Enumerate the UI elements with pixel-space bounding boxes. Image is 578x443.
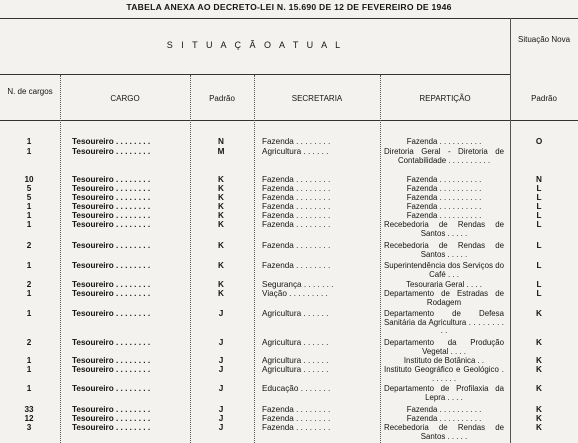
row-secretaria: Agricultura . . . . . . bbox=[262, 356, 329, 365]
header-situacao-atual: S I T U A Ç Ã O A T U A L bbox=[166, 40, 344, 50]
row-reparticao: Fazenda . . . . . . . . . . bbox=[406, 137, 482, 146]
row-reparticao: Departamento de Defesa Sanitária da Agricultura . . . . . . . . . . bbox=[384, 309, 504, 336]
header-reparticao: REPARTIÇÃO bbox=[419, 94, 471, 103]
row-padrao-novo: L bbox=[536, 184, 542, 193]
row-padrao: K bbox=[218, 193, 224, 202]
column-separator bbox=[190, 75, 191, 443]
row-count: 1 bbox=[26, 384, 32, 393]
row-padrao-novo: K bbox=[536, 338, 542, 347]
row-reparticao: Departamento de Profilaxia da Lepra . . . . bbox=[384, 384, 504, 402]
row-cargo: Tesoureiro . . . . . . . . bbox=[72, 423, 151, 432]
row-padrao-novo: K bbox=[536, 423, 542, 432]
row-secretaria: Fazenda . . . . . . . . bbox=[262, 184, 331, 193]
row-cargo: Tesoureiro . . . . . . . . bbox=[72, 309, 151, 318]
row-padrao: J bbox=[218, 414, 224, 423]
header-n-cargos: N. de cargos bbox=[7, 87, 53, 96]
row-secretaria: Fazenda . . . . . . . . bbox=[262, 137, 331, 146]
row-reparticao: Instituto Geográfico e Geológico . . . . . . . bbox=[384, 365, 504, 383]
row-cargo: Tesoureiro . . . . . . . . bbox=[72, 405, 151, 414]
row-padrao-novo: K bbox=[536, 414, 542, 423]
row-padrao: K bbox=[218, 220, 224, 229]
row-padrao-novo: L bbox=[536, 202, 542, 211]
row-padrao: J bbox=[218, 365, 224, 374]
row-count: 1 bbox=[26, 309, 32, 318]
row-count: 1 bbox=[26, 137, 32, 146]
column-separator bbox=[510, 18, 511, 443]
row-reparticao: Fazenda . . . . . . . . . . bbox=[406, 414, 482, 423]
row-cargo: Tesoureiro . . . . . . . . bbox=[72, 384, 151, 393]
row-reparticao: Fazenda . . . . . . . . . . bbox=[406, 175, 482, 184]
row-count: 12 bbox=[24, 414, 34, 423]
row-padrao-novo: K bbox=[536, 405, 542, 414]
row-secretaria: Fazenda . . . . . . . . bbox=[262, 241, 331, 250]
row-secretaria: Segurança . . . . . . . bbox=[262, 280, 334, 289]
header-padrao-novo: Padrão bbox=[531, 94, 557, 103]
row-count: 2 bbox=[26, 280, 32, 289]
row-padrao: J bbox=[218, 423, 224, 432]
row-reparticao: Fazenda . . . . . . . . . . bbox=[406, 211, 482, 220]
row-cargo: Tesoureiro . . . . . . . . bbox=[72, 220, 151, 229]
row-cargo: Tesoureiro . . . . . . . . bbox=[72, 193, 151, 202]
row-reparticao: Fazenda . . . . . . . . . . bbox=[406, 202, 482, 211]
header-padrao: Padrão bbox=[209, 94, 235, 103]
row-padrao-novo: L bbox=[536, 241, 542, 250]
row-padrao-novo: L bbox=[536, 220, 542, 229]
row-padrao: J bbox=[218, 405, 224, 414]
row-padrao: K bbox=[218, 184, 224, 193]
row-padrao-novo: L bbox=[536, 280, 542, 289]
row-secretaria: Fazenda . . . . . . . . bbox=[262, 261, 331, 270]
row-padrao: K bbox=[218, 241, 224, 250]
row-cargo: Tesoureiro . . . . . . . . bbox=[72, 202, 151, 211]
situacao-divider-rule bbox=[0, 74, 510, 75]
row-secretaria: Fazenda . . . . . . . . bbox=[262, 202, 331, 211]
row-padrao-novo: L bbox=[536, 193, 542, 202]
row-cargo: Tesoureiro . . . . . . . . bbox=[72, 211, 151, 220]
row-padrao-novo: K bbox=[536, 356, 542, 365]
row-count: 2 bbox=[26, 338, 32, 347]
header-situacao-nova: Situação Nova bbox=[517, 35, 571, 44]
row-reparticao: Recebedoria de Rendas de Santos . . . . . bbox=[384, 220, 504, 238]
column-separator bbox=[380, 75, 381, 443]
row-padrao: M bbox=[217, 147, 225, 156]
row-count: 1 bbox=[26, 356, 32, 365]
row-padrao: K bbox=[218, 289, 224, 298]
row-cargo: Tesoureiro . . . . . . . . bbox=[72, 280, 151, 289]
row-reparticao: Fazenda . . . . . . . . . . bbox=[406, 405, 482, 414]
row-count: 3 bbox=[26, 423, 32, 432]
row-reparticao: Recebedoria de Rendas de Santos . . . . . bbox=[384, 423, 504, 441]
row-padrao: K bbox=[218, 202, 224, 211]
row-count: 5 bbox=[26, 193, 32, 202]
row-reparticao: Superintendência dos Serviços do Café . . . bbox=[384, 261, 504, 279]
row-cargo: Tesoureiro . . . . . . . . bbox=[72, 338, 151, 347]
row-secretaria: Fazenda . . . . . . . . bbox=[262, 193, 331, 202]
row-cargo: Tesoureiro . . . . . . . . bbox=[72, 414, 151, 423]
row-cargo: Tesoureiro . . . . . . . . bbox=[72, 175, 151, 184]
header-secretaria: SECRETARIA bbox=[291, 94, 343, 103]
row-count: 1 bbox=[26, 289, 32, 298]
document-title: TABELA ANEXA AO DECRETO-LEI N. 15.690 DE 12 DE FEVEREIRO DE 1946 bbox=[126, 2, 452, 12]
row-cargo: Tesoureiro . . . . . . . . bbox=[72, 356, 151, 365]
row-cargo: Tesoureiro . . . . . . . . bbox=[72, 137, 151, 146]
row-padrao: K bbox=[218, 211, 224, 220]
row-padrao: J bbox=[218, 356, 224, 365]
row-secretaria: Viação . . . . . . . . . bbox=[262, 289, 328, 298]
row-secretaria: Fazenda . . . . . . . . bbox=[262, 423, 331, 432]
row-secretaria: Fazenda . . . . . . . . bbox=[262, 405, 331, 414]
row-secretaria: Educação . . . . . . . bbox=[262, 384, 331, 393]
row-count: 2 bbox=[26, 241, 32, 250]
header-cargo: CARGO bbox=[110, 94, 140, 103]
row-count: 1 bbox=[26, 365, 32, 374]
column-separator bbox=[60, 75, 61, 443]
row-padrao: J bbox=[218, 384, 224, 393]
row-padrao-novo: N bbox=[536, 175, 542, 184]
row-count: 33 bbox=[24, 405, 34, 414]
row-secretaria: Fazenda . . . . . . . . bbox=[262, 414, 331, 423]
row-cargo: Tesoureiro . . . . . . . . bbox=[72, 184, 151, 193]
row-padrao-novo: K bbox=[536, 309, 542, 318]
row-padrao: K bbox=[218, 261, 224, 270]
header-bottom-rule bbox=[0, 120, 578, 121]
row-padrao: J bbox=[218, 338, 224, 347]
row-padrao: K bbox=[218, 175, 224, 184]
row-reparticao: Fazenda . . . . . . . . . . bbox=[406, 184, 482, 193]
row-count: 1 bbox=[26, 220, 32, 229]
row-reparticao: Fazenda . . . . . . . . . . bbox=[406, 193, 482, 202]
row-padrao-novo: L bbox=[536, 211, 542, 220]
row-reparticao: Departamento da Produção Vegetal . . . . bbox=[384, 338, 504, 356]
row-secretaria: Agricultura . . . . . . bbox=[262, 147, 329, 156]
row-padrao: J bbox=[218, 309, 224, 318]
row-padrao: N bbox=[218, 137, 224, 146]
row-secretaria: Fazenda . . . . . . . . bbox=[262, 175, 331, 184]
row-count: 10 bbox=[24, 175, 34, 184]
row-padrao-novo: O bbox=[535, 137, 543, 146]
row-padrao-novo: L bbox=[536, 261, 542, 270]
row-secretaria: Fazenda . . . . . . . . bbox=[262, 211, 331, 220]
row-cargo: Tesoureiro . . . . . . . . bbox=[72, 289, 151, 298]
column-separator bbox=[254, 75, 255, 443]
row-reparticao: Diretoria Geral - Diretoria de Contabilidade . . . . . . . . . . bbox=[384, 147, 504, 165]
row-reparticao: Departamento de Estradas de Rodagem bbox=[384, 289, 504, 307]
row-cargo: Tesoureiro . . . . . . . . bbox=[72, 147, 151, 156]
row-count: 1 bbox=[26, 211, 32, 220]
row-secretaria: Fazenda . . . . . . . . bbox=[262, 220, 331, 229]
row-reparticao: Tesouraria Geral . . . . bbox=[406, 280, 482, 289]
row-reparticao: Instituto de Botânica . . bbox=[403, 356, 485, 365]
row-padrao: K bbox=[218, 280, 224, 289]
row-cargo: Tesoureiro . . . . . . . . bbox=[72, 261, 151, 270]
table-top-rule bbox=[0, 18, 578, 19]
row-secretaria: Agricultura . . . . . . bbox=[262, 309, 329, 318]
row-cargo: Tesoureiro . . . . . . . . bbox=[72, 241, 151, 250]
row-secretaria: Agricultura . . . . . . bbox=[262, 338, 329, 347]
row-count: 1 bbox=[26, 261, 32, 270]
row-cargo: Tesoureiro . . . . . . . . bbox=[72, 365, 151, 374]
row-count: 1 bbox=[26, 147, 32, 156]
row-count: 5 bbox=[26, 184, 32, 193]
row-secretaria: Agricultura . . . . . . bbox=[262, 365, 329, 374]
row-count: 1 bbox=[26, 202, 32, 211]
row-padrao-novo: L bbox=[536, 289, 542, 298]
row-padrao-novo: K bbox=[536, 384, 542, 393]
row-reparticao: Recebedoria de Rendas de Santos . . . . . bbox=[384, 241, 504, 259]
row-padrao-novo: K bbox=[536, 365, 542, 374]
